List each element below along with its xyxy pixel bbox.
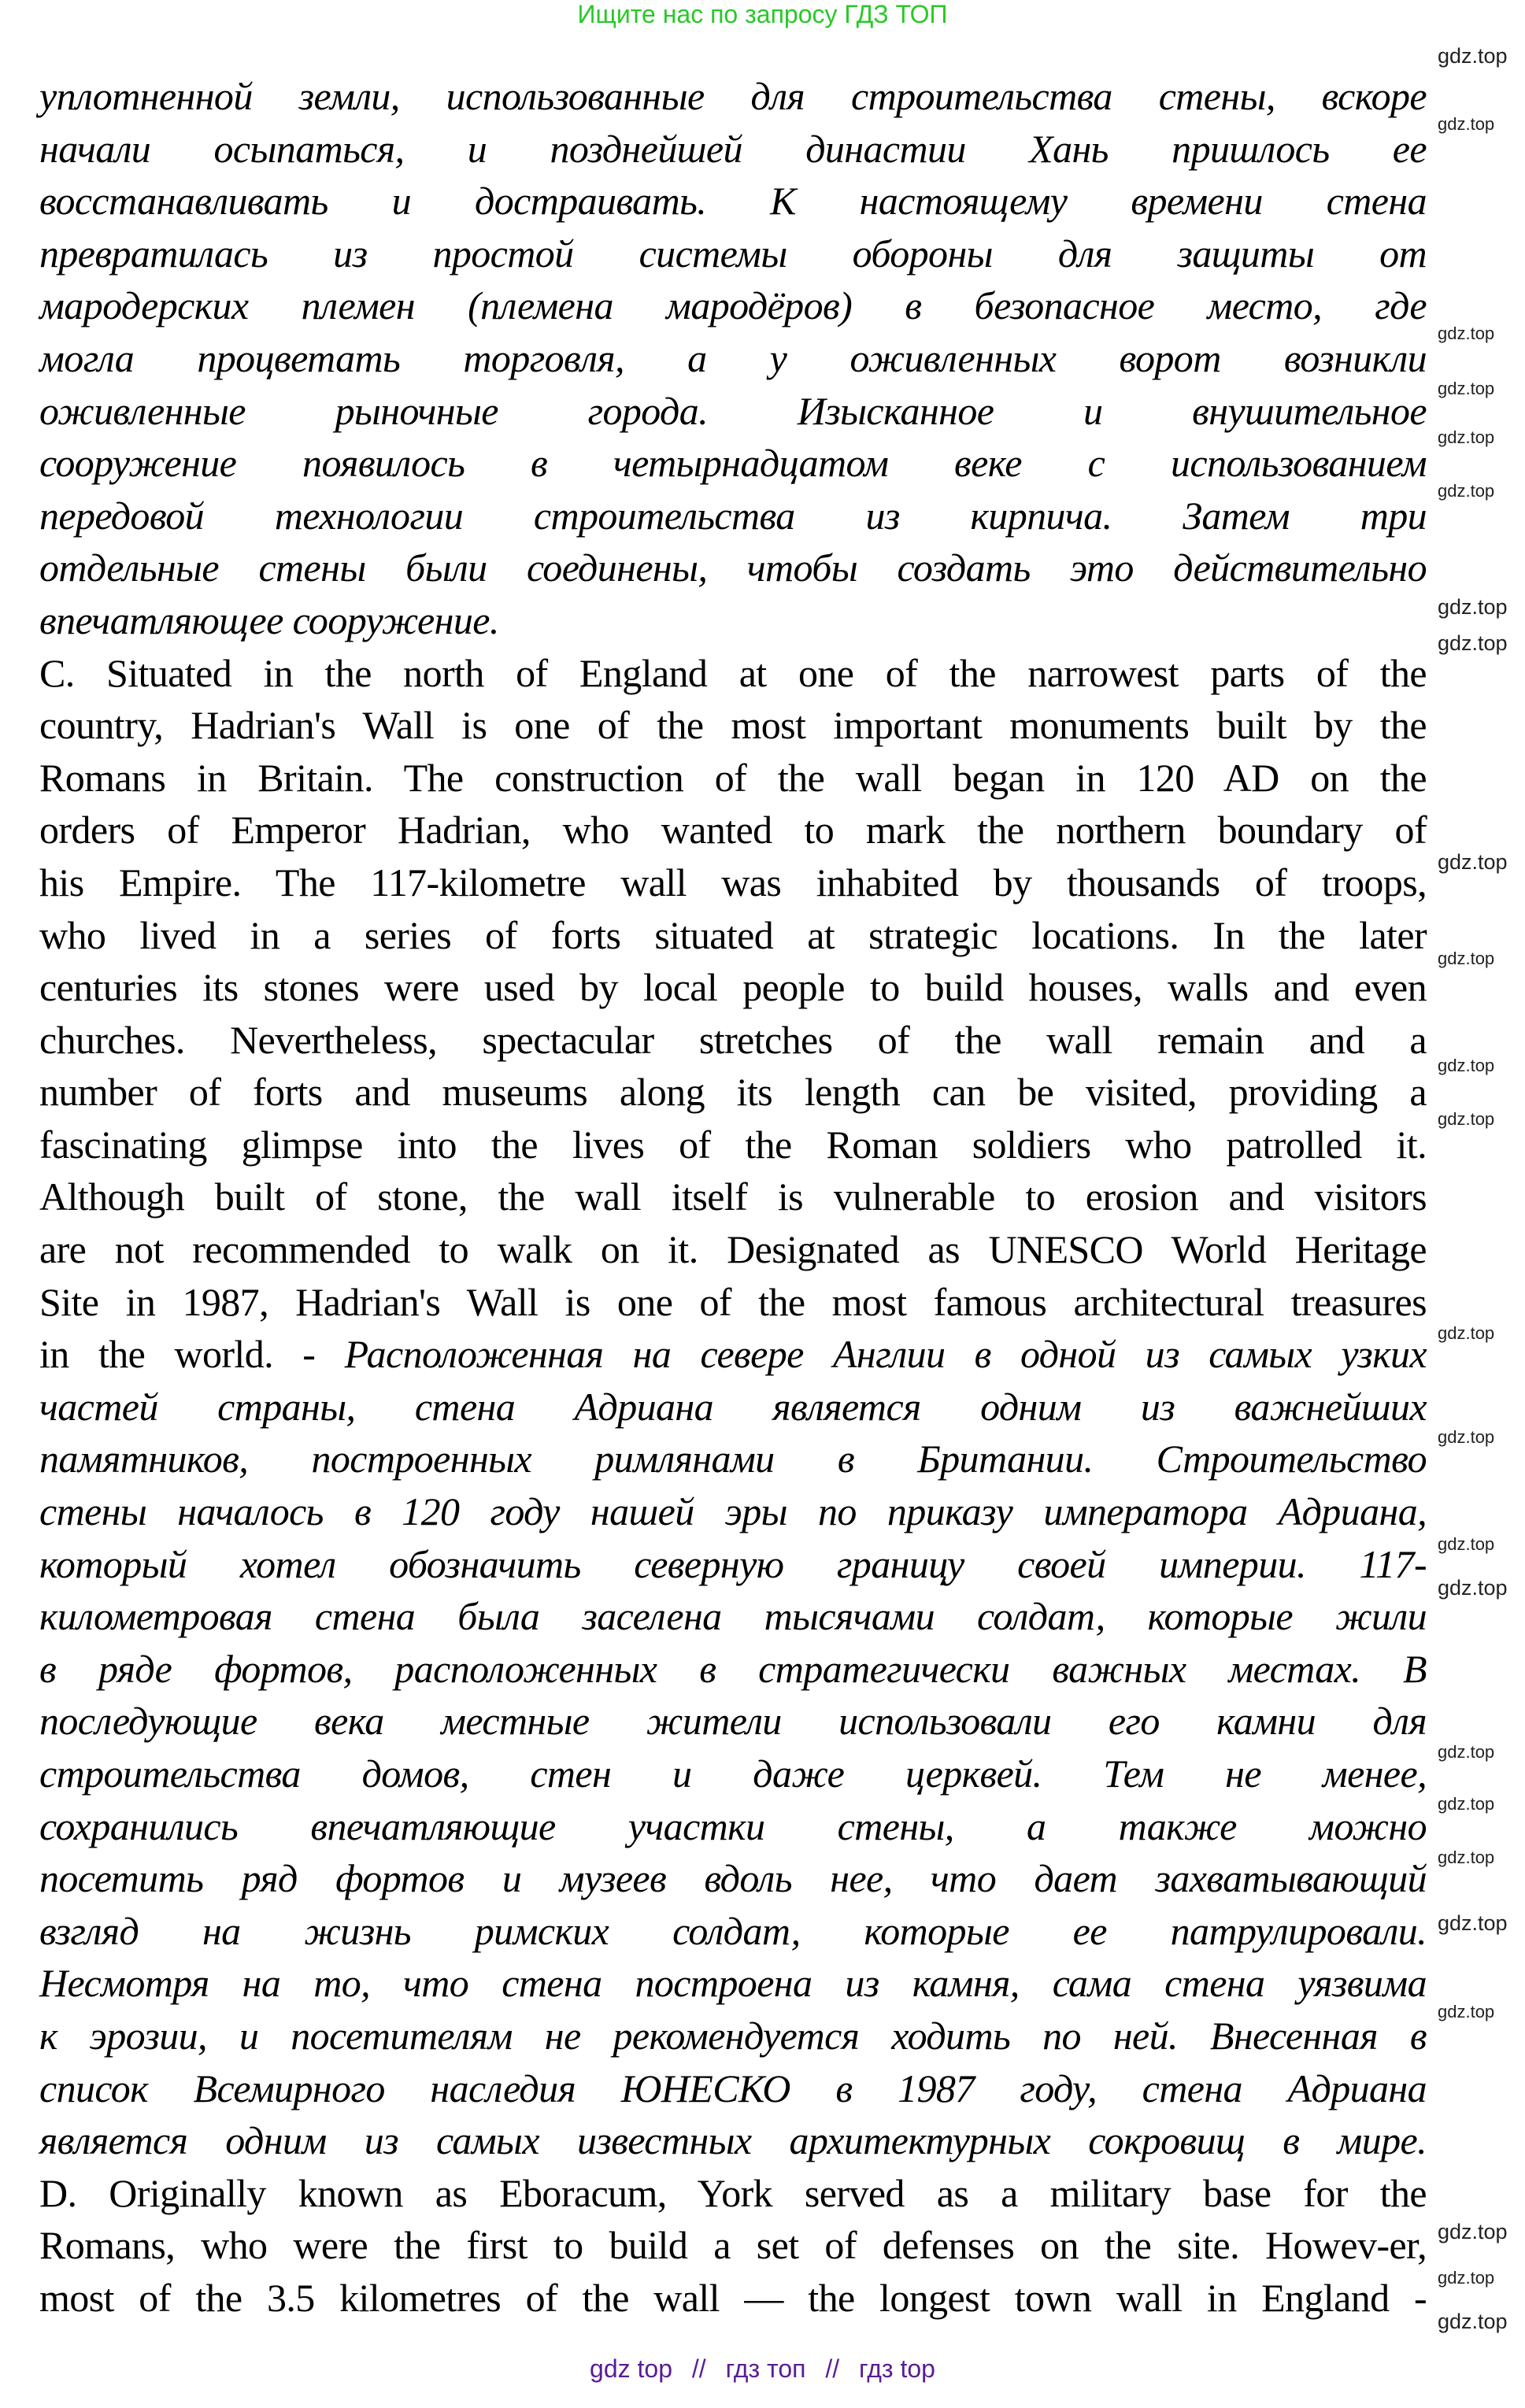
watermark: gdz.top xyxy=(1438,2220,1508,2243)
watermark: gdz.top xyxy=(1438,949,1495,968)
text-line-content: are not recommended to walk on it. Designated as UNESCO World Heritage xyxy=(39,1227,1427,1272)
text-line-content: Romans in Britain. The construction of the wall began in 120 AD on the xyxy=(39,755,1427,800)
watermark: gdz.top xyxy=(1438,850,1508,874)
text-line xyxy=(39,647,1427,700)
text-line-content: number of forts and museums along its length can be visited, providing a xyxy=(39,1070,1427,1115)
text-line-content: who lived in a series of forts situated at strategic locations. In the later xyxy=(39,912,1427,957)
text-line-content: последующие века местные жители использовали его камни для xyxy=(39,1699,1427,1744)
text-line xyxy=(39,1852,1427,1905)
watermark: gdz.top xyxy=(1438,481,1495,501)
text-line xyxy=(39,1381,1427,1433)
text-line-content: most of the 3.5 kilometres of the wall — the longest town wall in England - xyxy=(39,2275,1427,2320)
text-line-content: оживленные рыночные города. Изысканное и внушительное xyxy=(39,388,1427,433)
text-line xyxy=(39,1276,1427,1329)
text-line xyxy=(39,1748,1427,1800)
text-line-content: стены началось в 120 году нашей эры по приказу императора Адриана, xyxy=(39,1489,1427,1534)
text-line xyxy=(39,2167,1427,2220)
watermark: gdz.top xyxy=(1438,44,1508,68)
text-line xyxy=(39,70,1427,123)
text-line-content: восстанавливать и достраивать. К настоящему времени стена xyxy=(39,179,1427,224)
footer-link-gdz-top-ru[interactable]: гдз топ xyxy=(725,2354,806,2383)
text-line xyxy=(39,1066,1427,1119)
text-line xyxy=(39,1171,1427,1223)
text-line xyxy=(39,594,1427,647)
text-line xyxy=(39,1905,1427,1958)
text-line xyxy=(39,699,1427,752)
text-line-content: Romans, who were the first to build a set of defenses on the site. Howev-er, xyxy=(39,2223,1427,2268)
text-line xyxy=(39,490,1427,542)
text-line-content: превратилась из простой системы обороны для защиты от xyxy=(39,231,1427,276)
document-body xyxy=(39,70,1427,2325)
text-line xyxy=(39,2272,1427,2325)
text-line xyxy=(39,1433,1427,1485)
text-line xyxy=(39,1328,1427,1381)
watermark: gdz.top xyxy=(1438,1911,1508,1935)
text-line xyxy=(39,279,1427,332)
text-line xyxy=(39,2062,1427,2115)
text-line-content: частей страны, стена Адриана является одним из важнейших xyxy=(39,1384,1427,1429)
text-line xyxy=(39,542,1427,594)
text-line-content: могла процветать торговля, а у оживленных ворот возникли xyxy=(39,335,1427,380)
text-line xyxy=(39,856,1427,909)
watermark: gdz.top xyxy=(1438,1056,1495,1075)
watermark: gdz.top xyxy=(1438,1848,1495,1867)
text-line-content: который хотел обозначить северную границу своей империи. 117- xyxy=(39,1541,1427,1586)
text-line-content: километровая стена была заселена тысячами солдат, которые жили xyxy=(39,1594,1427,1639)
text-line-content: является одним из самых известных архитектурных сокровищ в мире. xyxy=(39,2118,1427,2163)
watermark: gdz.top xyxy=(1438,1323,1495,1343)
text-line-content: впечатляющее сооружение. xyxy=(39,597,499,642)
text-line xyxy=(39,2010,1427,2062)
text-line xyxy=(39,175,1427,227)
text-line-content: country, Hadrian's Wall is one of the most important monuments built by the xyxy=(39,703,1427,748)
text-line-content: сооружение появилось в четырнадцатом веке с использованием xyxy=(39,441,1427,486)
watermark: gdz.top xyxy=(1438,595,1508,619)
watermark: gdz.top xyxy=(1438,1534,1495,1554)
footer-separator: // xyxy=(691,2354,706,2383)
text-line xyxy=(39,1538,1427,1591)
text-line-content: his Empire. The 117-kilometre wall was inhabited by thousands of troops, xyxy=(39,860,1427,904)
text-line-content: in the world. - xyxy=(39,1332,345,1377)
text-line-content: отдельные стены были соединены, чтобы создать это действительно xyxy=(39,546,1427,590)
text-line xyxy=(39,332,1427,385)
text-line-content: fascinating glimpse into the lives of the Roman soldiers who patrolled it. xyxy=(39,1122,1427,1167)
watermark: gdz.top xyxy=(1438,1109,1495,1129)
text-line-content: памятников, построенных римлянами в Британии. Строительство xyxy=(39,1437,1427,1481)
watermark: gdz.top xyxy=(1438,2310,1508,2333)
text-line xyxy=(39,1800,1427,1853)
text-line-content: churches. Nevertheless, spectacular stretches of the wall remain and a xyxy=(39,1017,1427,1062)
text-line-content: мародерских племен (племена мародёров) в безопасное место, где xyxy=(39,283,1427,328)
text-line xyxy=(39,1695,1427,1748)
text-line-content: посетить ряд фортов и музеев вдоль нее, что дает захватывающий xyxy=(39,1856,1427,1901)
text-line xyxy=(39,1643,1427,1696)
watermark: gdz.top xyxy=(1438,1576,1508,1600)
text-line xyxy=(39,2114,1427,2167)
footer-link-gdz-top[interactable]: gdz top xyxy=(590,2354,672,2383)
text-line xyxy=(39,1223,1427,1276)
watermark: gdz.top xyxy=(1438,114,1495,134)
watermark: gdz.top xyxy=(1438,427,1495,447)
text-line-content: Несмотря на то, что стена построена из камня, сама стена уязвима xyxy=(39,1961,1427,2006)
text-line xyxy=(39,804,1427,856)
text-line xyxy=(39,1590,1427,1643)
text-line-content: Site in 1987, Hadrian's Wall is one of the most famous architectural treasures xyxy=(39,1279,1427,1324)
text-line-content: строительства домов, стен и даже церквей. Тем не менее, xyxy=(39,1751,1427,1796)
text-line xyxy=(39,385,1427,438)
search-banner: Ищите нас по запросу ГДЗ ТОП xyxy=(577,0,948,28)
text-line xyxy=(39,437,1427,490)
text-line-content: взгляд на жизнь римских солдат, которые ее патрулировали. xyxy=(39,1908,1427,1953)
text-line xyxy=(39,227,1427,280)
watermark: gdz.top xyxy=(1438,1742,1495,1762)
watermark: gdz.top xyxy=(1438,1427,1495,1447)
text-line xyxy=(39,1119,1427,1171)
text-line-content: D. Originally known as Eboracum, York served as a military base for the xyxy=(39,2170,1427,2215)
text-line-content: C. Situated in the north of England at one of the narrowest parts of the xyxy=(39,650,1427,695)
text-line xyxy=(39,1485,1427,1538)
watermark: gdz.top xyxy=(1438,631,1508,655)
text-line-content: передовой технологии строительства из кирпича. Затем три xyxy=(39,493,1427,538)
text-line-content: уплотненной земли, использованные для строительства стены, вскоре xyxy=(39,74,1427,118)
text-line xyxy=(39,1957,1427,2010)
watermark: gdz.top xyxy=(1438,1794,1495,1814)
footer-links xyxy=(0,2353,1525,2384)
text-line-content: Although built of stone, the wall itself is vulnerable to erosion and visitors xyxy=(39,1174,1427,1219)
footer-link-gdz-top-mixed[interactable]: гдз top xyxy=(859,2354,935,2383)
text-line-content: сохранились впечатляющие участки стены, а также можно xyxy=(39,1803,1427,1848)
text-line xyxy=(39,1014,1427,1067)
text-line xyxy=(39,123,1427,176)
text-line xyxy=(39,909,1427,962)
footer-separator: // xyxy=(825,2354,840,2383)
text-line-content: в ряде фортов, расположенных в стратегически важных местах. В xyxy=(39,1646,1427,1691)
watermark: gdz.top xyxy=(1438,2002,1495,2021)
text-line xyxy=(39,961,1427,1014)
text-line-content: centuries its stones were used by local people to build houses, walls and even xyxy=(39,965,1427,1010)
text-line xyxy=(39,752,1427,805)
watermark: gdz.top xyxy=(1438,324,1495,343)
text-line-content: к эрозии, и посетителям не рекомендуется ходить по ней. Внесенная в xyxy=(39,2013,1427,2058)
watermark: gdz.top xyxy=(1438,379,1495,398)
text-line-content: начали осыпаться, и позднейшей династии Хань пришлось ее xyxy=(39,126,1427,171)
text-line-translation: Расположенная на севере Англии в одной из самых узких xyxy=(344,1332,1427,1377)
text-line-content: список Всемирного наследия ЮНЕСКО в 1987 году, стена Адриана xyxy=(39,2066,1427,2110)
text-line-content: orders of Emperor Hadrian, who wanted to mark the northern boundary of xyxy=(39,808,1427,853)
watermark: gdz.top xyxy=(1438,2268,1495,2288)
text-line xyxy=(39,2219,1427,2272)
